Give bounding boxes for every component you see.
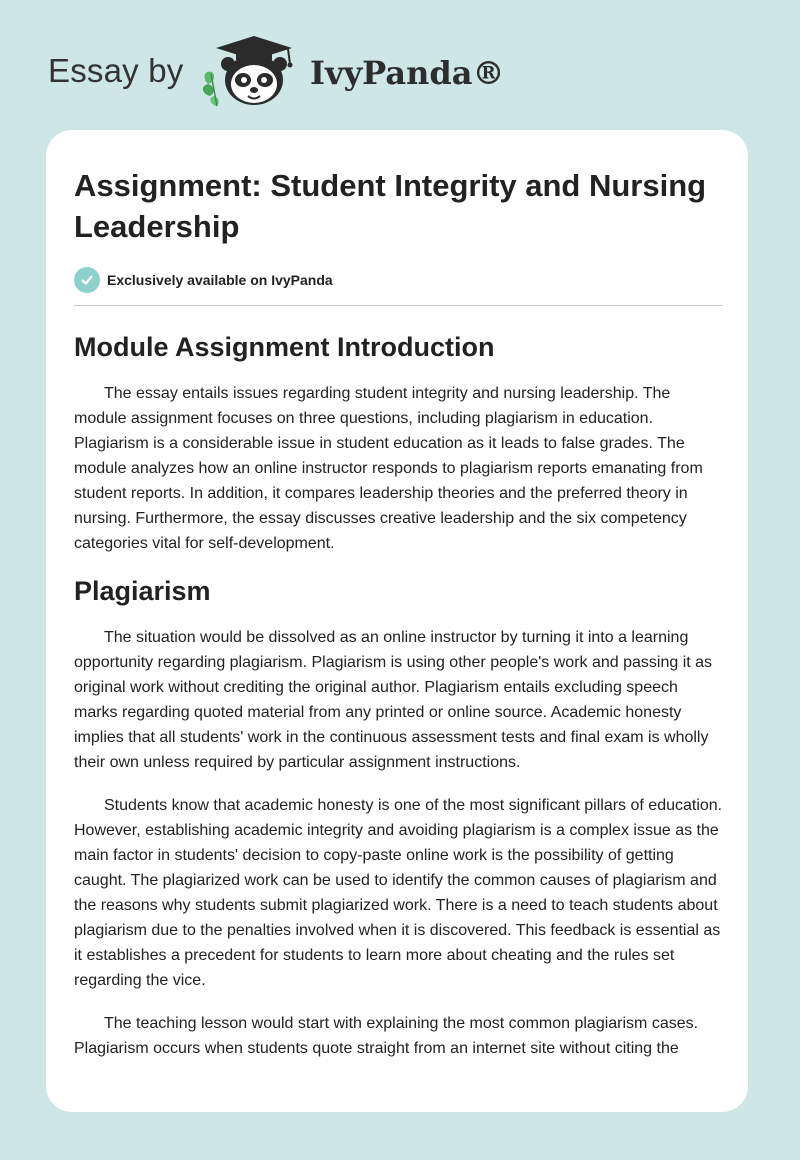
- checkmark-icon: [74, 267, 100, 293]
- divider: [74, 305, 722, 306]
- essay-card: [46, 130, 748, 1112]
- brand-name: IvyPanda®: [310, 54, 505, 92]
- section-heading: Plagiarism: [74, 576, 211, 606]
- essay-title: Assignment: Student Integrity and Nursing Leadership: [74, 168, 707, 244]
- essay-content: [74, 165, 724, 1061]
- paragraph: The essay entails issues regarding student integrity and nursing leadership. The module assignment focuses on three questions, including plagiarism in education. Plagiarism is a considerable issue in student education as it leads to false grades. The module analyzes how an online instructor responds to plagiarism reports emanating from student reports. In addition, it compares leadership theories and the preferred theory in nursing. Furthermore, the essay discusses creative leadership and the six competency categories vital for self-development.: [74, 385, 703, 552]
- exclusive-badge: [74, 267, 724, 293]
- exclusive-label: Exclusively available on IvyPanda: [107, 272, 333, 288]
- brand-header[interactable]: [48, 34, 505, 110]
- paragraph: The teaching lesson would start with explaining the most common plagiarism cases. Plagiarism occurs when students quote straight from an internet site without citing the: [74, 1015, 699, 1057]
- section-heading: Module Assignment Introduction: [74, 332, 495, 362]
- panda-graduate-icon: [198, 34, 302, 110]
- paragraph: Students know that academic honesty is one of the most significant pillars of education. However, establishing academic integrity and avoiding plagiarism is a complex issue as the main factor in students' decision to copy-paste online work is the possibility of getting caught. The plagiarized work can be used to identify the common causes of plagiarism and the reasons why students submit plagiarized work. There is a need to teach students about plagiarism due to the penalties involved when it is discovered. This feedback is essential as it establishes a precedent for students to learn more about cheating and the rules set regarding the vice.: [74, 797, 723, 989]
- paragraph: The situation would be dissolved as an online instructor by turning it into a learning opportunity regarding plagiarism. Plagiarism is using other people's work and passing it as original work without crediting the original author. Plagiarism entails excluding speech marks regarding quoted material from any printed or online source. Academic honesty implies that all students' work in the continuous assessment tests and final exam is wholly their own unless required by particular assignment instructions.: [74, 629, 713, 771]
- brand-prefix: Essay by: [48, 52, 184, 89]
